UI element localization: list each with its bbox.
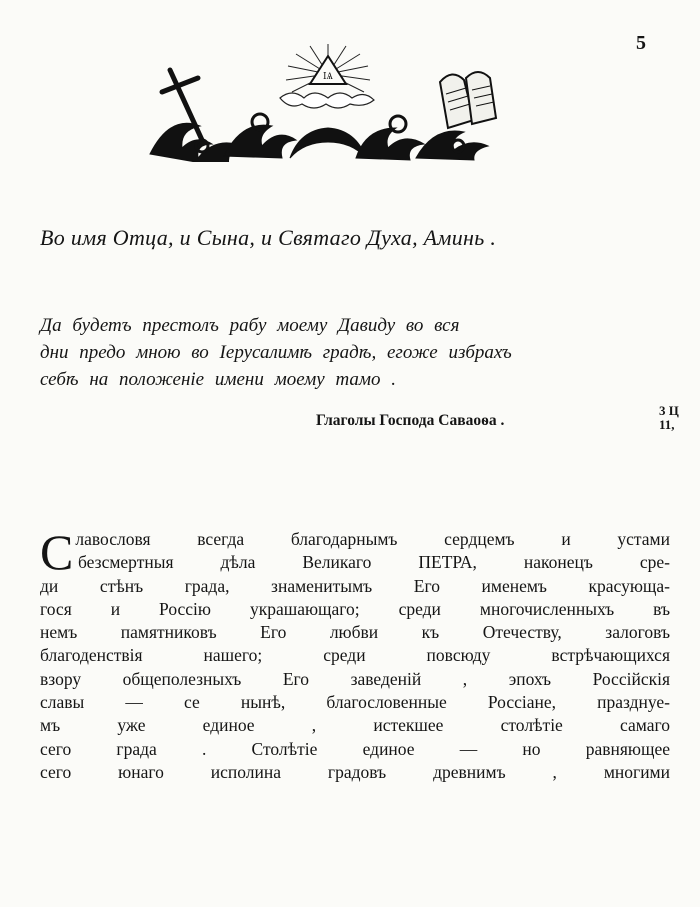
drop-cap: С — [40, 524, 74, 580]
margin-reference-verse: 11, — [659, 417, 675, 432]
body-line: гося и Россію украшающаго; среди многочисленныхъ въ — [40, 598, 670, 619]
epigraph-attribution: Глаголы Господа Саваоѳа . — [316, 412, 505, 429]
tablets-icon — [440, 72, 496, 128]
body-line: лавословя всегда благодарнымъ сердцемъ и устами — [75, 529, 670, 549]
epigraph-line: себѣ на положеніе имени моему тамо . — [40, 369, 397, 390]
page-number: 5 — [636, 32, 646, 54]
margin-reference — [659, 404, 679, 432]
triangle-symbol: ІѦ — [322, 72, 334, 82]
body-line: благоденствія нашего; среди повсюду встрѣчающихся — [40, 645, 670, 666]
body-line: взору общеполезныхъ Его заведеній , эпохъ Россійскія — [40, 668, 670, 689]
body-line: мъ уже единое , истекшее столѣтіе самаго — [40, 715, 670, 736]
body-line: ди стѣнъ града, знаменитымъ Его именемъ красующа- — [40, 575, 670, 596]
margin-reference-book: 3 Ц — [659, 403, 679, 418]
body-line: сего юнаго исполина градовъ древнимъ , многими — [40, 761, 670, 782]
cloud-icon — [280, 93, 374, 108]
invocation-heading: Во имя Отца, и Сына, и Святаго Духа, Аминь . — [40, 225, 497, 250]
epigraph-line: Да будетъ престолъ рабу моему Давиду во вся — [40, 315, 460, 336]
epigraph — [40, 312, 668, 393]
body-line: славы — се нынѣ, благословенные Россіане, празднуе- — [40, 692, 670, 713]
body-line: безсмертныя дѣла Великаго ПЕТРА, наконецъ сре- — [78, 552, 670, 573]
body-text — [40, 524, 670, 784]
ornamental-headpiece — [140, 42, 510, 162]
body-line: немъ памятниковъ Его любви къ Отечеству, залоговъ — [40, 622, 670, 643]
body-line: сего града . Столѣтіе единое — но равняющее — [40, 738, 670, 759]
epigraph-line: дни предо мною во Іерусалимѣ градѣ, егоже избрахъ — [40, 342, 512, 363]
